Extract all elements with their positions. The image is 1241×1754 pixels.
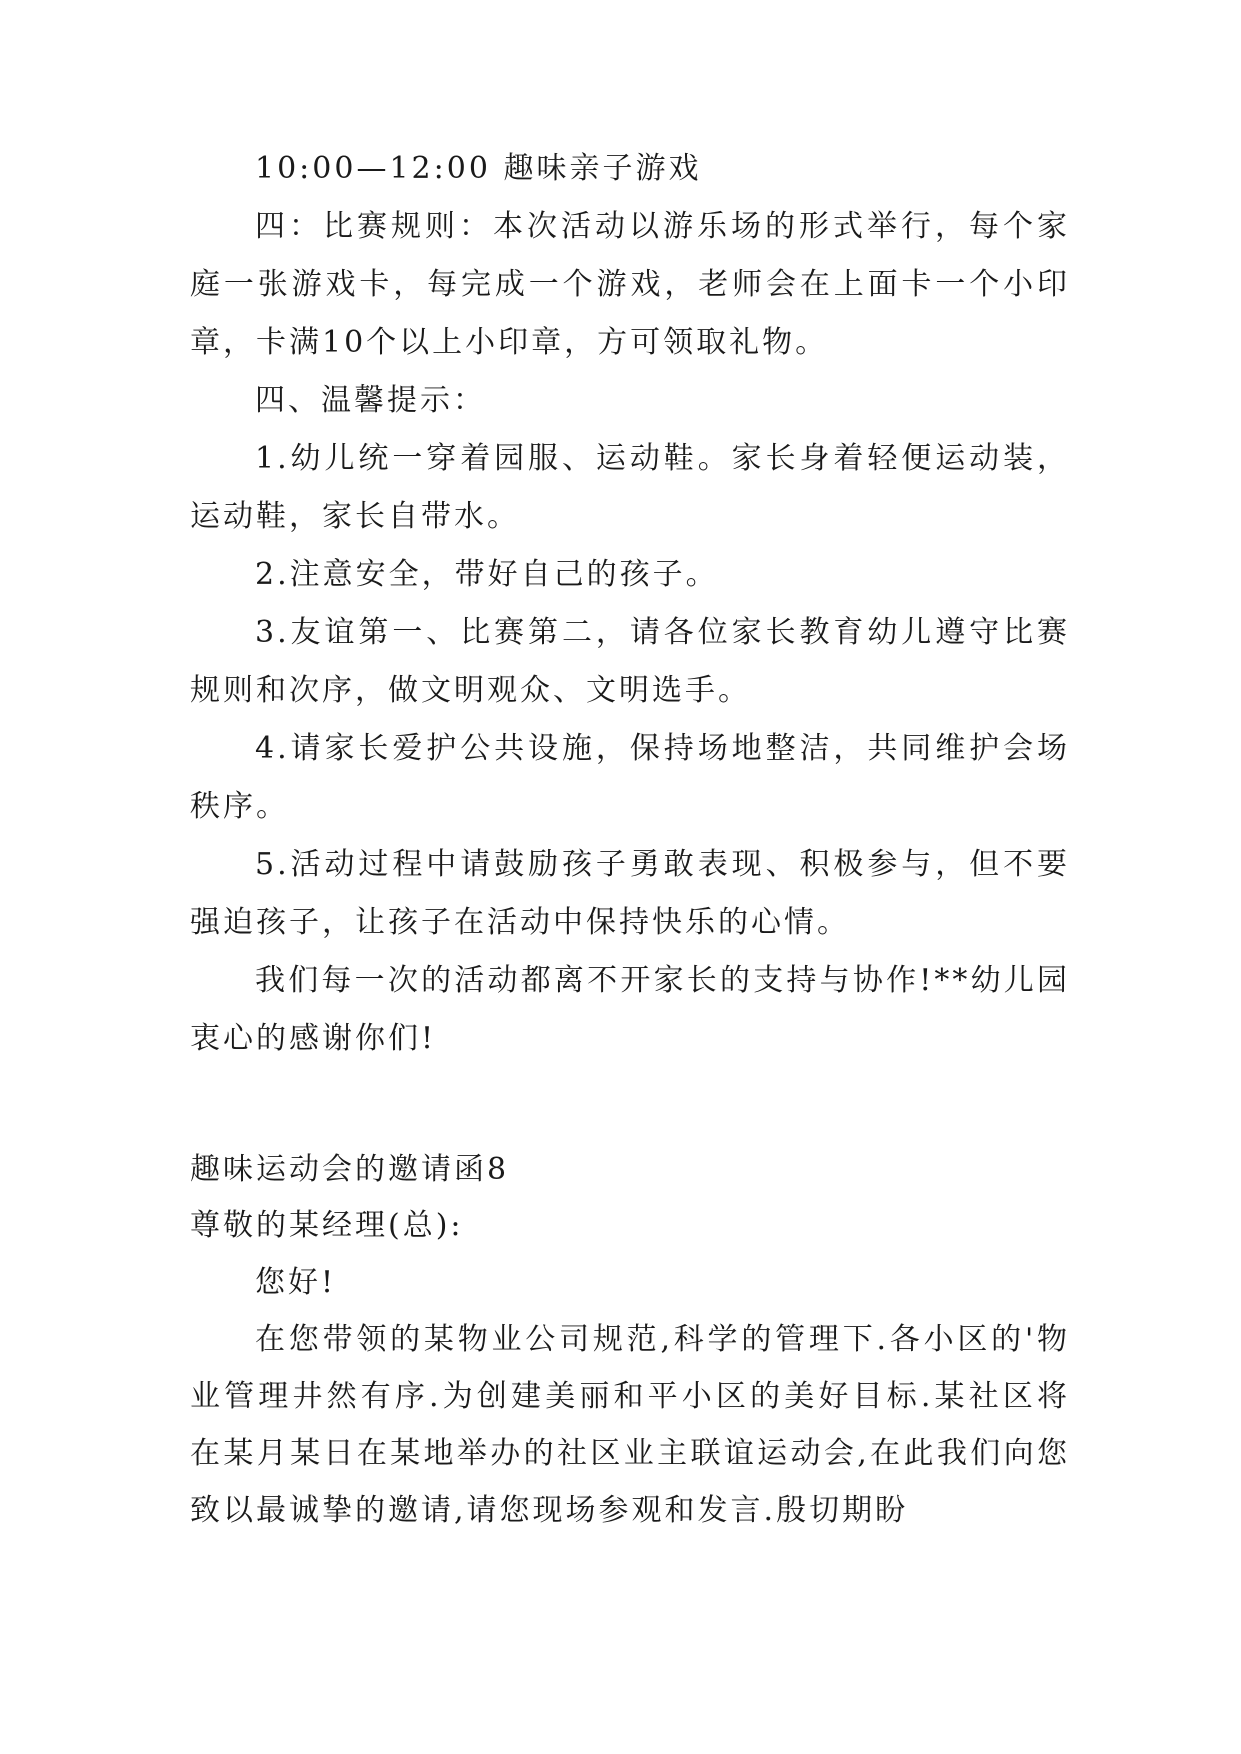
salutation: 尊敬的某经理(总): xyxy=(190,1208,464,1243)
rules-paragraph: 四：比赛规则：本次活动以游乐场的形式举行，每个家庭一张游戏卡，每完成一个游戏，老师会在上面卡一个小印章，卡满10个以上小印章，方可领取礼物。 xyxy=(190,209,1070,360)
section-one xyxy=(190,140,1070,1068)
tip-item-5: 5.活动过程中请鼓励孩子勇敢表现、积极参与，但不要强迫孩子，让孩子在活动中保持快乐的心情。 xyxy=(190,847,1070,940)
invitation-body: 在您带领的某物业公司规范,科学的管理下.各小区的'物业管理井然有序.为创建美丽和平小区的美好目标.某社区将在某月某日在某地举办的社区业主联谊运动会,在此我们向您致以最诚挚的邀请,请您现场参观和发言.殷切期盼 xyxy=(190,1322,1070,1528)
tips-heading: 四、温馨提示： xyxy=(255,383,486,418)
tip-item-4: 4.请家长爱护公共设施，保持场地整洁，共同维护会场秩序。 xyxy=(190,731,1070,824)
closing-paragraph: 我们每一次的活动都离不开家长的支持与协作!**幼儿园衷心的感谢你们! xyxy=(190,963,1070,1056)
tip-item-3: 3.友谊第一、比赛第二，请各位家长教育幼儿遵守比赛规则和次序，做文明观众、文明选手。 xyxy=(190,615,1070,708)
tip-item-2: 2.注意安全，带好自己的孩子。 xyxy=(255,557,719,592)
tip-item-1: 1.幼儿统一穿着园服、运动鞋。家长身着轻便运动装，运动鞋，家长自带水。 xyxy=(190,441,1070,534)
greeting: 您好! xyxy=(255,1265,337,1300)
schedule-line: 10:00—12:00 趣味亲子游戏 xyxy=(255,151,702,186)
invitation-title: 趣味运动会的邀请函8 xyxy=(190,1152,510,1187)
section-two xyxy=(190,1150,1070,1539)
